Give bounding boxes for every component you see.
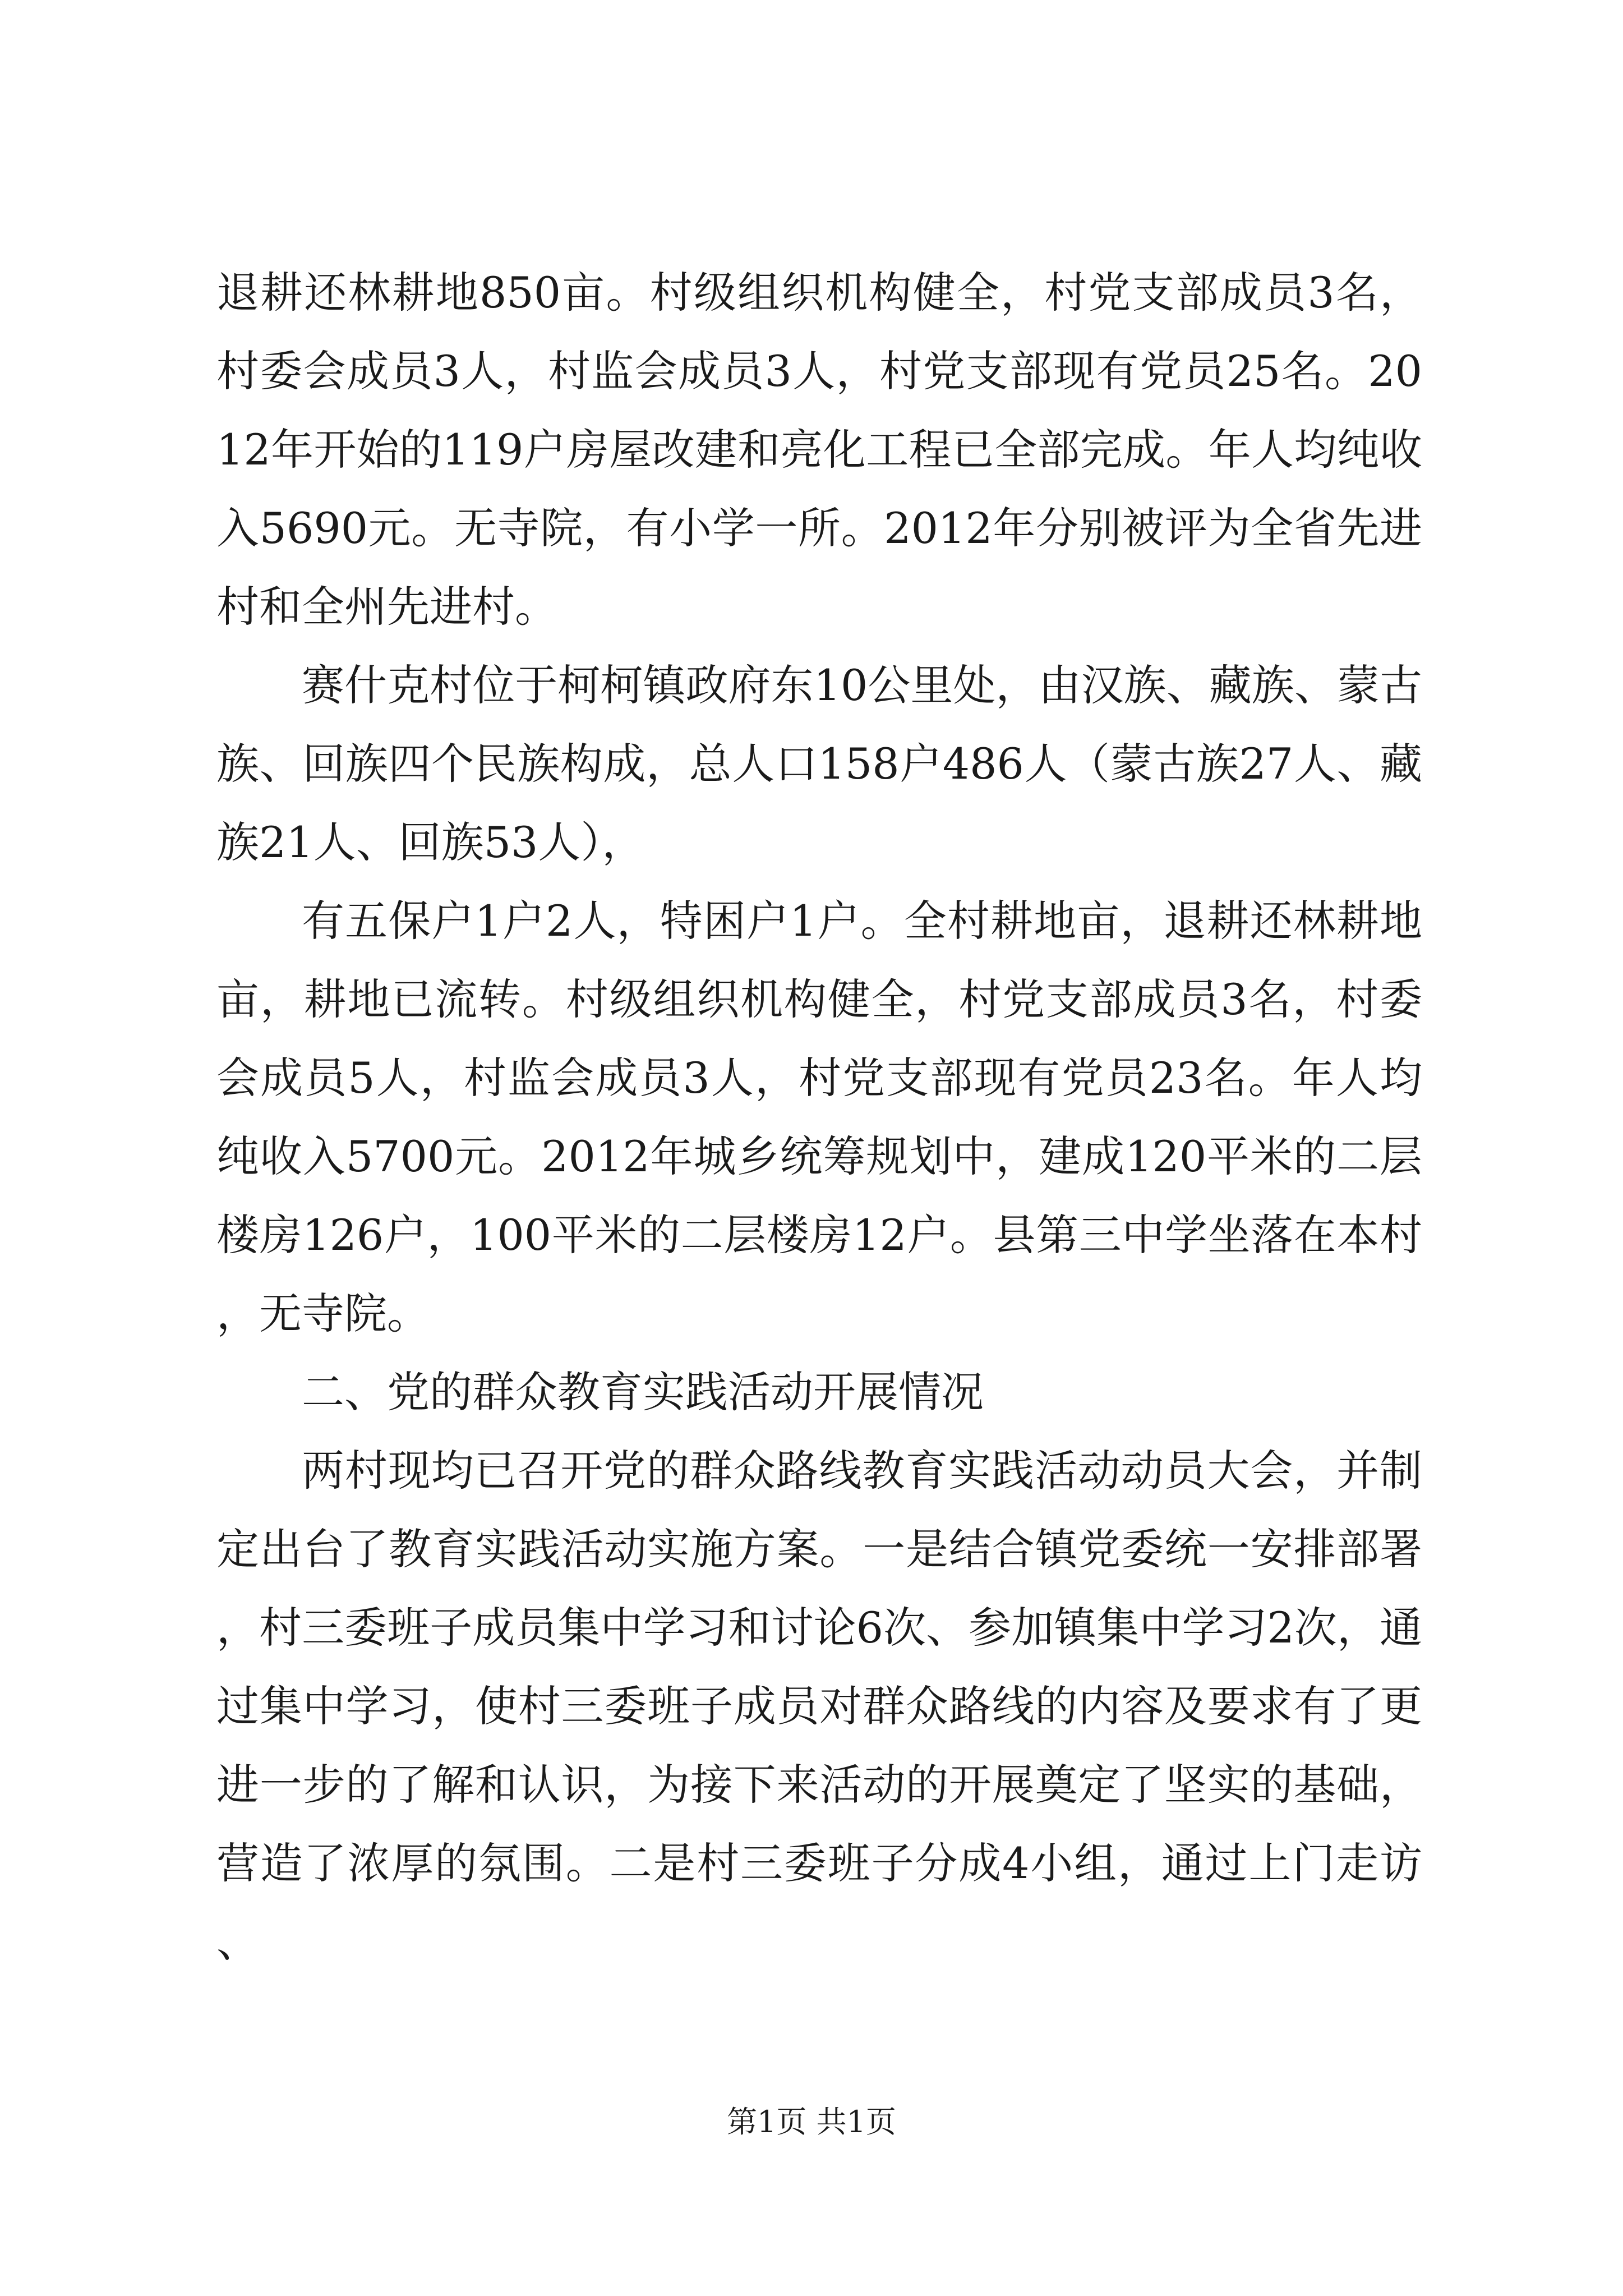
paragraph-activity-details: 两村现均已召开党的群众路线教育实践活动动员大会，并制定出台了教育实践活动实施方案。一是结合镇党委统一安排部署，村三委班子成员集中学习和讨论6次、参加镇集中学习2次，通过集中学习，使村三委班子成员对群众路线的内容及要求有了更进一步的了解和认识，为接下来活动的开展奠定了坚实的基础，营造了浓厚的氛围。二是村三委班子分成4小组，通过上门走访、 [216,1446,1422,1967]
paragraph-village-stats: 有五保户1户2人，特困户1户。全村耕地亩，退耕还林耕地亩，耕地已流转。村级组织机构健全，村党支部成员3名，村委会成员5人，村监会成员3人，村党支部现有党员23名。年人均纯收入5700元。2012年城乡统筹规划中，建成120平米的二层楼房126户，100平米的二层楼房12户。县第三中学坐落在本村，无寺院。 [216,896,1422,1338]
paragraph-saishike-village: 赛什克村位于柯柯镇政府东10公里处，由汉族、藏族、蒙古族、回族四个民族构成，总人口158户486人（蒙古族27人、藏族21人、回族53人）， [216,660,1422,867]
page-number-footer: 第1页 共1页 [727,2104,896,2139]
document-body [216,254,1422,1981]
section-heading: 二、党的群众教育实践活动开展情况 [302,1367,984,1417]
paragraph-continuation: 退耕还林耕地850亩。村级组织机构健全，村党支部成员3名，村委会成员3人，村监会成员3人，村党支部现有党员25名。2012年开始的119户房屋改建和亮化工程已全部完成。年人均纯收入5690元。无寺院，有小学一所。2012年分别被评为全省先进村和全州先进村。 [216,268,1422,632]
